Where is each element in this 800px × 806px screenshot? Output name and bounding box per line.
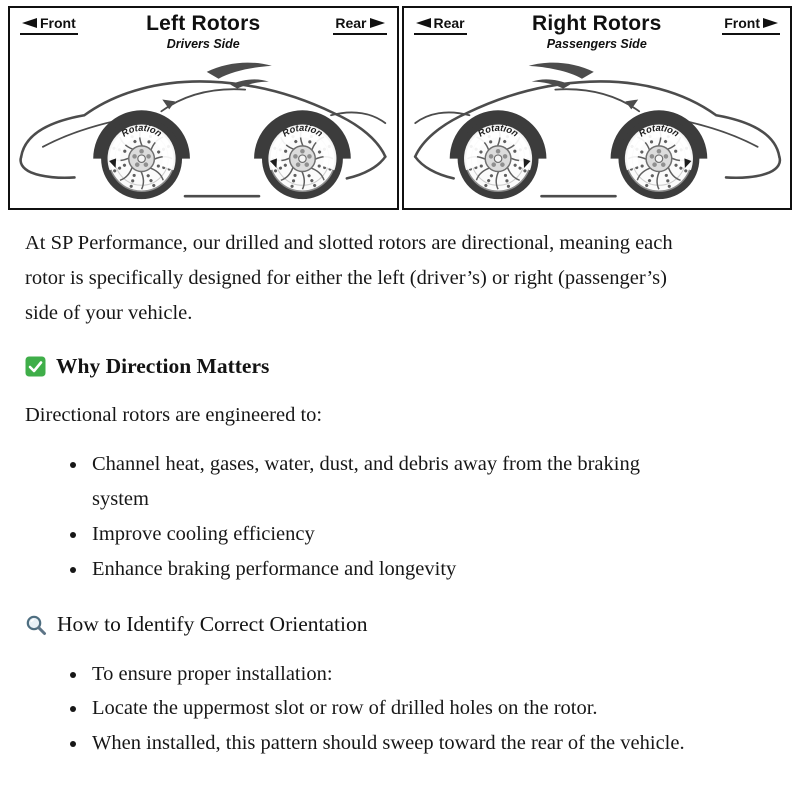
panel-subtitle: Drivers Side (166, 37, 240, 51)
heading-text: Why Direction Matters (56, 353, 270, 378)
panel-title: Left Rotors (146, 12, 261, 35)
heading-identify-orientation (25, 611, 775, 639)
article-body (0, 210, 800, 761)
list-item: • Locate the uppermost slot or row of drilled holes on the rotor. (88, 691, 690, 726)
car-illustration-left (10, 58, 397, 208)
intro-paragraph: At SP Performance, our drilled and slotted rotors are directional, meaning each rotor is specifically designed for either the left (driver’s) or right (passenger’s) side of your vehicle. (25, 232, 673, 324)
magnifier-icon (25, 614, 47, 636)
direction-indicator-front (20, 15, 78, 35)
rotation-label: Rotation (119, 122, 164, 139)
direction-indicator-rear (333, 15, 386, 35)
car-illustration-right (404, 58, 791, 208)
list-item: • Improve cooling efficiency (88, 517, 690, 552)
direction-indicator-front (722, 15, 780, 35)
right-panel-header (404, 8, 791, 58)
direction-label: Rear (335, 15, 367, 31)
direction-label: Rear (433, 15, 465, 31)
check-icon (25, 356, 46, 377)
direction-indicator-rear (414, 15, 467, 35)
rotation-label: Rotation (475, 122, 520, 139)
lead-paragraph: Directional rotors are engineered to: (25, 404, 323, 427)
list-item: • Channel heat, gases, water, dust, and debris away from the braking system (88, 447, 690, 517)
rotor-direction-diagram (8, 6, 792, 210)
list-item: • When installed, this pattern should sweep toward the rear of the vehicle. (88, 726, 690, 761)
panel-subtitle: Passengers Side (546, 37, 647, 51)
right-arrow-icon (370, 18, 385, 28)
rotation-label: Rotation (280, 122, 325, 139)
heading-text: How to Identify Correct Orientation (57, 611, 368, 636)
right-arrow-icon (763, 18, 778, 28)
right-rotors-panel (402, 6, 793, 210)
direction-label: Front (40, 15, 76, 31)
heading-why-direction-matters (25, 353, 775, 381)
left-arrow-icon (22, 18, 37, 28)
left-panel-header (10, 8, 397, 58)
list-item: • To ensure proper installation: (88, 657, 690, 692)
benefits-list (25, 447, 690, 586)
orientation-list (25, 657, 690, 762)
rotation-label: Rotation (636, 122, 681, 139)
left-arrow-icon (416, 18, 431, 28)
direction-label: Front (724, 15, 760, 31)
panel-title: Right Rotors (531, 12, 662, 35)
left-rotors-panel (8, 6, 399, 210)
list-item: • Enhance braking performance and longevity (88, 552, 690, 587)
